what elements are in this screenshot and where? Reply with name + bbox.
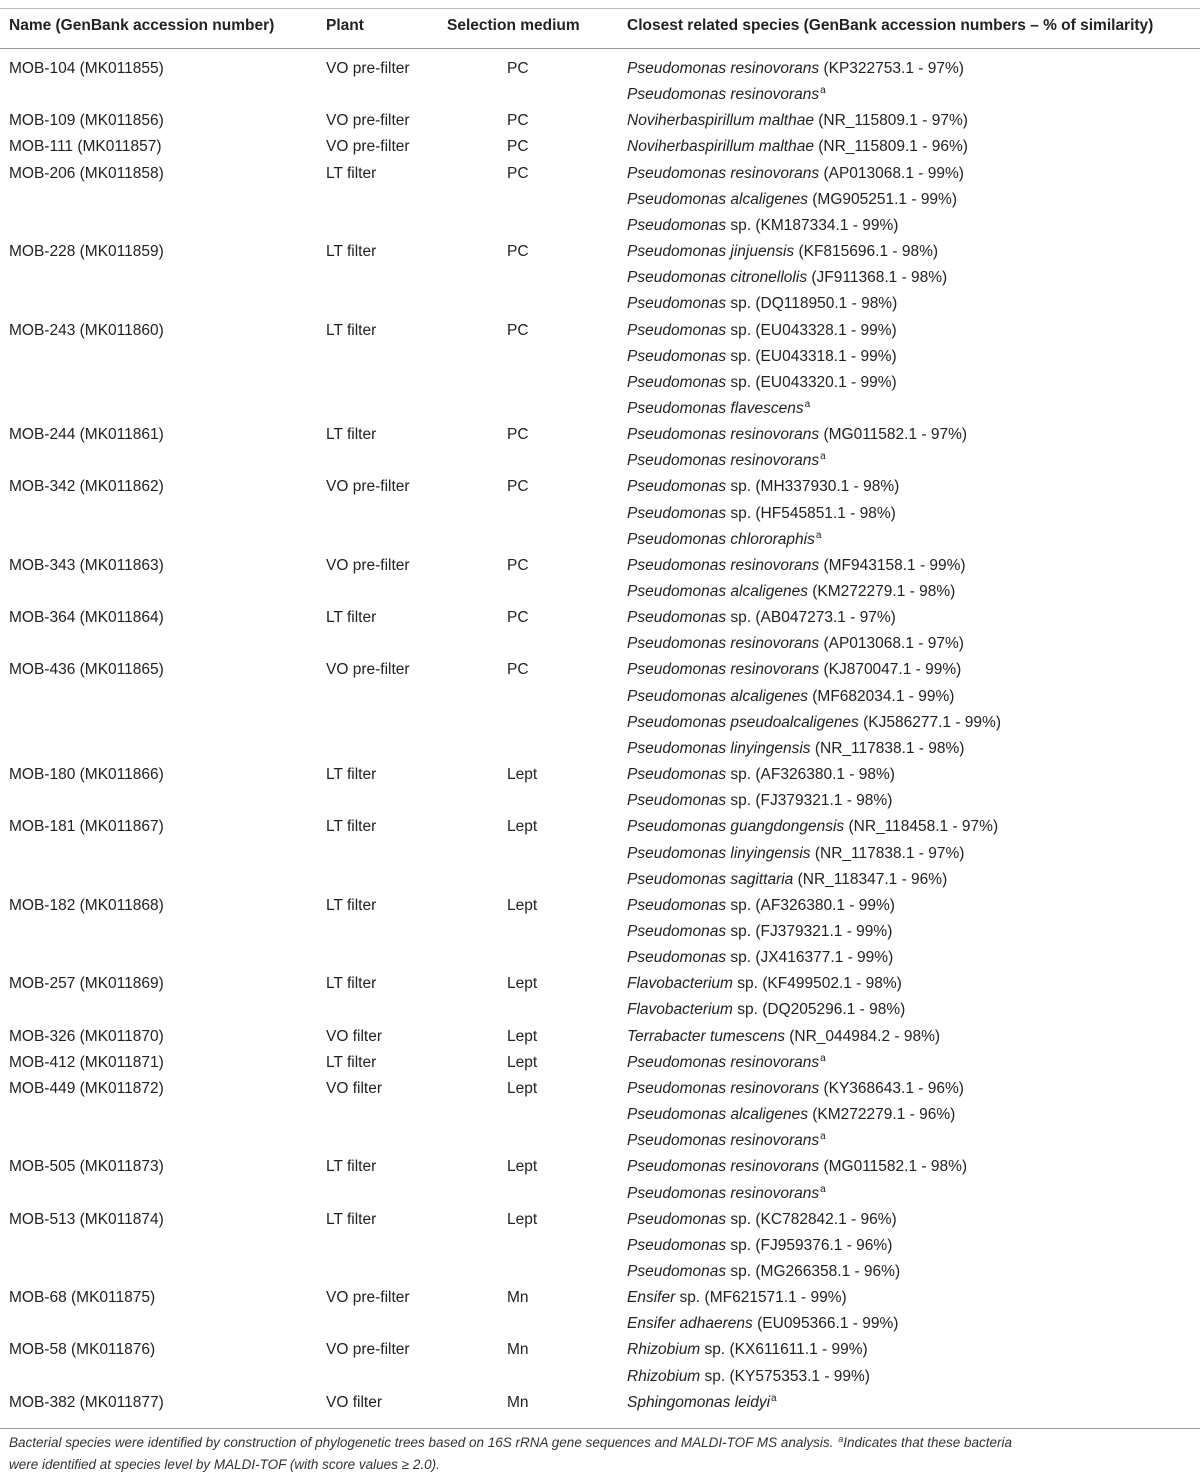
row-selection-medium: PC [507, 321, 529, 339]
row-selection-medium: PC [507, 138, 529, 156]
row-name: MOB-181 (MK011867) [9, 818, 164, 836]
row-selection-medium: Lept [507, 975, 538, 993]
row-selection-medium: PC [507, 478, 529, 496]
species-accession: (JF911368.1 - 98%) [807, 269, 948, 287]
species-name: Pseudomonas linyingensis [627, 844, 811, 862]
maldi-tof-marker: a [815, 529, 822, 541]
row-selection-medium: PC [507, 243, 529, 260]
species-name: Flavobacterium [627, 975, 733, 993]
species-name: Pseudomonas alcaligenes [627, 190, 808, 208]
species-name: Pseudomonas resinovorans [627, 1132, 820, 1150]
species-accession: sp. (DQ205296.1 - 98%) [732, 1001, 906, 1019]
species-accession: sp. (KY575353.1 - 99%) [700, 1367, 870, 1385]
species-entry [627, 112, 968, 130]
species-name: Pseudomonas pseudoalcaligenes [627, 713, 859, 731]
row-plant: VO pre-filter [326, 661, 410, 679]
row-selection-medium: Lept [507, 1027, 538, 1045]
row-plant: LT filter [326, 426, 377, 444]
row-plant: LT filter [326, 321, 377, 339]
row-name: MOB-342 (MK011862) [9, 478, 164, 496]
row-selection-medium: Mn [507, 1393, 529, 1411]
row-plant: VO pre-filter [326, 112, 410, 130]
header-plant: Plant [326, 17, 364, 34]
species-name: Pseudomonas [627, 504, 727, 522]
row-selection-medium: PC [507, 661, 529, 679]
species-entry [627, 1080, 964, 1098]
species-entry [627, 295, 897, 313]
maldi-tof-marker: a [820, 1131, 826, 1143]
species-name: Pseudomonas resinovorans [627, 1079, 820, 1097]
species-name: Pseudomonas [627, 609, 727, 627]
species-accession: (MG011582.1 - 97%) [819, 426, 968, 444]
species-name: Rhizobium [627, 1367, 701, 1385]
species-name: Pseudomonas resinovorans [627, 426, 820, 444]
species-name: Pseudomonas [627, 922, 727, 940]
species-entry [627, 217, 898, 235]
row-name: MOB-343 (MK011863) [9, 556, 164, 574]
species-accession: (MG905251.1 - 99%) [807, 190, 957, 208]
row-selection-medium: Mn [507, 1341, 529, 1359]
species-entry [627, 975, 902, 993]
species-accession: sp. (AF326380.1 - 98%) [726, 766, 895, 783]
species-entry [627, 557, 966, 575]
species-entry [627, 1132, 826, 1150]
species-entry [627, 818, 998, 836]
row-name: MOB-182 (MK011868) [9, 896, 164, 914]
species-entry [627, 1158, 967, 1176]
row-name: MOB-412 (MK011871) [9, 1053, 164, 1071]
species-accession: (EU095366.1 - 99%) [752, 1315, 899, 1333]
species-name: Ensifer adhaerens [627, 1315, 753, 1333]
species-accession: (NR_117838.1 - 98%) [810, 739, 965, 757]
species-entry [627, 923, 892, 941]
species-accession: sp. (AB047273.1 - 97%) [726, 609, 896, 627]
species-entry [627, 1394, 777, 1412]
species-name: Pseudomonas flavescens [627, 399, 804, 417]
row-name: MOB-257 (MK011869) [9, 975, 164, 993]
species-accession: sp. (MH337930.1 - 98%) [726, 478, 900, 496]
species-name: Pseudomonas [627, 1236, 727, 1254]
species-accession: sp. (FJ379321.1 - 98%) [726, 792, 893, 810]
species-accession: (NR_044984.2 - 98%) [784, 1027, 941, 1045]
species-name: Pseudomonas [627, 792, 727, 810]
row-name: MOB-111 (MK011857) [9, 138, 162, 156]
maldi-tof-marker: a [804, 398, 811, 410]
species-name: Noviherbaspirillum malthae [627, 112, 814, 130]
row-plant: VO pre-filter [326, 556, 410, 574]
species-name: Pseudomonas resinovorans [627, 86, 820, 104]
row-name: MOB-228 (MK011859) [9, 243, 164, 260]
row-selection-medium: PC [507, 60, 529, 77]
species-name: Pseudomonas [627, 216, 727, 234]
species-entry [627, 766, 895, 784]
row-plant: LT filter [326, 818, 377, 836]
species-entry [627, 583, 955, 601]
species-accession: sp. (KX611611.1 - 99%) [700, 1341, 868, 1359]
species-entry [627, 1237, 892, 1255]
header-closest-species: Closest related species (GenBank accession numbers – % of similarity) [627, 17, 1154, 34]
species-name: Pseudomonas [627, 1262, 727, 1280]
row-plant: VO filter [326, 1079, 382, 1097]
species-accession: (KM272279.1 - 96%) [807, 1106, 956, 1123]
species-entry [627, 1028, 940, 1046]
species-entry [627, 86, 826, 104]
row-name: MOB-58 (MK011876) [9, 1341, 156, 1359]
species-name: Noviherbaspirillum malthae [627, 138, 814, 156]
row-plant: VO pre-filter [326, 1341, 410, 1359]
row-selection-medium: PC [507, 556, 529, 574]
species-name: Pseudomonas [627, 478, 727, 496]
species-entry [627, 478, 899, 496]
species-name: Pseudomonas [627, 373, 727, 391]
species-accession: sp. (EU043318.1 - 99%) [726, 347, 897, 365]
row-plant: LT filter [326, 609, 377, 627]
row-name: MOB-68 (MK011875) [9, 1289, 156, 1306]
row-plant: VO pre-filter [326, 478, 410, 496]
species-name: Pseudomonas resinovorans [627, 1158, 820, 1176]
species-entry [627, 635, 964, 653]
species-name: Pseudomonas chlororaphis [627, 530, 815, 548]
species-entry [627, 1289, 847, 1307]
species-name: Flavobacterium [627, 1001, 733, 1019]
species-entry [627, 426, 967, 444]
row-name: MOB-206 (MK011858) [9, 164, 164, 182]
row-selection-medium: Mn [507, 1289, 529, 1306]
species-name: Pseudomonas alcaligenes [627, 687, 808, 705]
table-header-rule [0, 48, 1200, 49]
species-name: Pseudomonas jinjuensis [627, 243, 795, 260]
species-entry [627, 374, 897, 392]
species-name: Sphingomonas leidyi [627, 1393, 771, 1411]
species-name: Rhizobium [627, 1341, 701, 1359]
species-accession: (NR_118458.1 - 97%) [844, 818, 999, 836]
row-name: MOB-244 (MK011861) [9, 426, 164, 444]
species-name: Pseudomonas guangdongensis [627, 818, 845, 836]
table-bottom-rule [0, 1428, 1200, 1429]
species-entry [627, 322, 897, 340]
species-name: Pseudomonas [627, 347, 727, 365]
species-accession: sp. (AF326380.1 - 99%) [726, 896, 895, 914]
species-entry [627, 1368, 870, 1386]
species-name: Pseudomonas [627, 766, 727, 783]
row-plant: LT filter [326, 766, 377, 783]
species-entry [627, 1185, 826, 1203]
species-entry [627, 243, 938, 261]
species-name: Ensifer [627, 1289, 676, 1306]
row-selection-medium: Lept [507, 1079, 538, 1097]
species-name: Pseudomonas [627, 321, 727, 339]
species-accession: sp. (KM187334.1 - 99%) [726, 216, 899, 234]
species-name: Pseudomonas resinovorans [627, 60, 820, 77]
species-accession: (KM272279.1 - 98%) [807, 583, 956, 600]
maldi-tof-marker: a [820, 1052, 826, 1064]
row-plant: LT filter [326, 164, 377, 182]
row-name: MOB-382 (MK011877) [9, 1393, 164, 1411]
row-name: MOB-505 (MK011873) [9, 1158, 164, 1176]
row-selection-medium: PC [507, 426, 529, 444]
species-accession: sp. (MG266358.1 - 96%) [726, 1262, 901, 1280]
species-name: Pseudomonas resinovorans [627, 1053, 820, 1071]
species-entry [627, 792, 892, 810]
species-name: Pseudomonas [627, 1210, 727, 1228]
row-name: MOB-180 (MK011866) [9, 766, 164, 783]
row-selection-medium: Lept [507, 1053, 538, 1071]
species-accession: (MG011582.1 - 98%) [819, 1158, 968, 1176]
species-name: Pseudomonas resinovorans [627, 1184, 820, 1202]
species-entry [627, 165, 964, 183]
species-accession: sp. (KC782842.1 - 96%) [726, 1210, 897, 1228]
species-name: Pseudomonas alcaligenes [627, 1106, 808, 1123]
species-entry [627, 1106, 955, 1124]
species-entry [627, 1054, 826, 1072]
species-entry [627, 60, 964, 78]
species-name: Pseudomonas citronellolis [627, 269, 808, 287]
row-selection-medium: PC [507, 112, 529, 130]
species-entry [627, 897, 895, 915]
row-plant: VO pre-filter [326, 138, 410, 156]
species-entry [627, 1341, 868, 1359]
species-name: Pseudomonas linyingensis [627, 739, 811, 757]
header-name: Name (GenBank accession number) [9, 17, 275, 34]
maldi-tof-marker: a [820, 1183, 826, 1195]
species-entry [627, 1211, 897, 1229]
species-accession: sp. (HF545851.1 - 98%) [726, 504, 896, 522]
species-entry [627, 452, 826, 470]
row-name: MOB-513 (MK011874) [9, 1210, 164, 1228]
row-plant: LT filter [326, 1158, 377, 1176]
species-accession: sp. (EU043320.1 - 99%) [726, 373, 897, 391]
species-entry [627, 740, 964, 758]
species-name: Pseudomonas [627, 295, 727, 313]
species-name: Pseudomonas resinovorans [627, 556, 820, 574]
species-accession: (NR_118347.1 - 96%) [793, 870, 948, 888]
species-entry [627, 348, 897, 366]
row-plant: VO pre-filter [326, 60, 410, 77]
species-accession: (KJ870047.1 - 99%) [819, 661, 962, 679]
species-accession: (NR_117838.1 - 97%) [810, 844, 965, 862]
row-selection-medium: Lept [507, 1158, 538, 1176]
header-selection-medium: Selection medium [447, 17, 580, 34]
species-name: Pseudomonas resinovorans [627, 452, 820, 470]
row-selection-medium: Lept [507, 766, 538, 783]
species-accession: (AP013068.1 - 97%) [819, 635, 964, 653]
species-accession: (NR_115809.1 - 97%) [813, 112, 968, 130]
species-name: Pseudomonas resinovorans [627, 635, 820, 653]
row-selection-medium: Lept [507, 1210, 538, 1228]
species-name: Pseudomonas [627, 949, 727, 967]
species-entry [627, 714, 1001, 732]
maldi-tof-marker: a [820, 451, 826, 463]
row-plant: LT filter [326, 243, 377, 260]
species-entry [627, 688, 954, 706]
species-accession: (KF815696.1 - 98%) [794, 243, 939, 260]
maldi-tof-marker: a [771, 1392, 777, 1404]
row-selection-medium: Lept [507, 896, 538, 914]
species-entry [627, 949, 893, 967]
species-entry [627, 661, 961, 679]
species-name: Pseudomonas sagittaria [627, 870, 794, 888]
species-accession: (KY368643.1 - 96%) [819, 1079, 964, 1097]
species-accession: sp. (KF499502.1 - 98%) [732, 975, 902, 993]
row-plant: VO filter [326, 1027, 382, 1045]
species-accession: (AP013068.1 - 99%) [819, 164, 964, 182]
row-name: MOB-243 (MK011860) [9, 321, 164, 339]
species-accession: (KJ586277.1 - 99%) [858, 713, 1001, 731]
species-name: Terrabacter tumescens [627, 1027, 785, 1045]
row-name: MOB-449 (MK011872) [9, 1079, 164, 1097]
species-name: Pseudomonas resinovorans [627, 164, 820, 182]
table-top-rule [0, 8, 1200, 9]
species-name: Pseudomonas alcaligenes [627, 583, 808, 600]
species-accession: (NR_115809.1 - 96%) [813, 138, 968, 156]
maldi-tof-marker: a [820, 85, 826, 97]
species-entry [627, 609, 896, 627]
row-plant: LT filter [326, 1210, 377, 1228]
species-entry [627, 269, 947, 287]
row-name: MOB-104 (MK011855) [9, 60, 164, 77]
species-entry [627, 505, 896, 523]
row-plant: LT filter [326, 896, 377, 914]
row-plant: VO pre-filter [326, 1289, 410, 1306]
species-accession: sp. (FJ379321.1 - 99%) [726, 922, 893, 940]
species-entry [627, 400, 810, 418]
row-selection-medium: Lept [507, 818, 538, 836]
row-plant: VO filter [326, 1393, 382, 1411]
species-name: Pseudomonas resinovorans [627, 661, 820, 679]
species-entry [627, 1001, 905, 1019]
species-entry [627, 871, 947, 889]
species-entry [627, 531, 821, 549]
species-accession: sp. (MF621571.1 - 99%) [675, 1289, 847, 1306]
footnote-line-2: were identified at species level by MALDI-TOF (with score values ≥ 2.0). [9, 1457, 440, 1472]
row-plant: LT filter [326, 1053, 377, 1071]
species-accession: (KP322753.1 - 97%) [819, 60, 964, 77]
species-entry [627, 1263, 900, 1281]
species-accession: sp. (DQ118950.1 - 98%) [726, 295, 898, 313]
species-accession: sp. (JX416377.1 - 99%) [726, 949, 894, 967]
row-selection-medium: PC [507, 609, 529, 627]
footnote-line-1: Bacterial species were identified by construction of phylogenetic trees based on 16S rRNA gene sequences and MALDI-TOF MS analysis. $^a$Indicates that these bacteria [9, 1434, 1013, 1450]
species-accession: (MF682034.1 - 99%) [807, 687, 955, 705]
species-entry [627, 845, 964, 863]
species-accession: sp. (FJ959376.1 - 96%) [726, 1236, 893, 1254]
row-name: MOB-436 (MK011865) [9, 661, 164, 679]
row-name: MOB-364 (MK011864) [9, 609, 164, 627]
row-selection-medium: PC [507, 164, 529, 182]
row-plant: LT filter [326, 975, 377, 993]
row-name: MOB-109 (MK011856) [9, 112, 164, 130]
row-name: MOB-326 (MK011870) [9, 1027, 164, 1045]
species-entry [627, 191, 957, 209]
species-entry [627, 138, 968, 156]
species-entry [627, 1315, 898, 1333]
species-accession: sp. (EU043328.1 - 99%) [726, 321, 897, 339]
species-accession: (MF943158.1 - 99%) [819, 556, 966, 574]
species-name: Pseudomonas [627, 896, 727, 914]
